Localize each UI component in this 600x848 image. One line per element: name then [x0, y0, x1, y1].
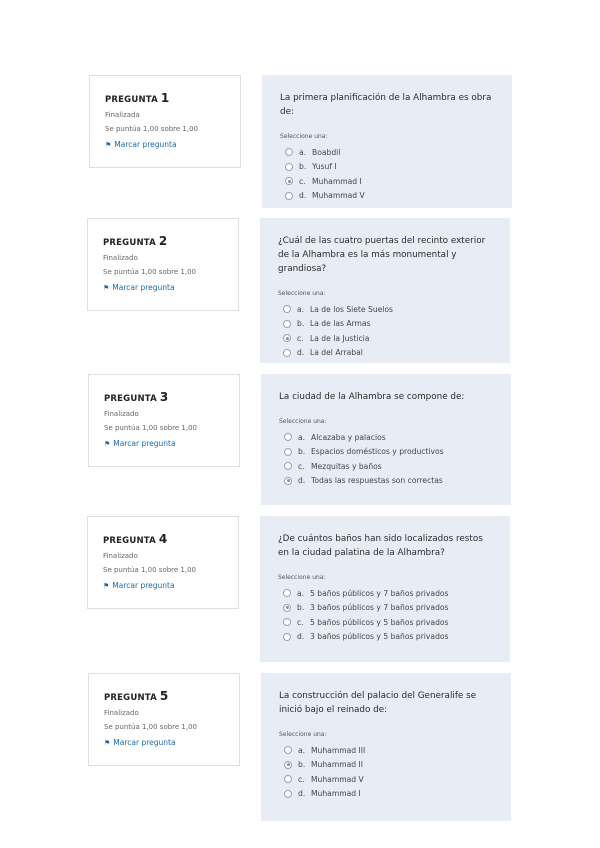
question-content: [261, 673, 511, 821]
question-number: 1: [160, 91, 170, 105]
answer-option[interactable]: [280, 160, 494, 175]
question-status: Finalizada: [105, 111, 140, 119]
answer-prompt: Seleccione una:: [278, 290, 326, 297]
question-text: ¿Cuál de las cuatro puertas del recinto exterior de la Alhambra es la más monumental y grandiosa?: [278, 236, 486, 274]
option-text: 3 baños públicos y 5 baños privados: [310, 632, 449, 642]
radio-button[interactable]: [283, 334, 291, 342]
answer-option[interactable]: [278, 346, 492, 361]
radio-button[interactable]: [284, 746, 292, 754]
answer-option[interactable]: [278, 331, 492, 346]
option-text: Todas las respuestas son correctas: [311, 476, 443, 486]
question-content: [261, 374, 511, 505]
option-letter: a.: [299, 147, 307, 157]
option-text: Muhammad III: [311, 745, 366, 755]
question-score: Se puntúa 1,00 sobre 1,00: [105, 125, 199, 133]
question-text: La construcción del palacio del Generalife se inició bajo el reinado de:: [279, 691, 477, 715]
answer-option[interactable]: [279, 445, 493, 460]
flag-icon: ⚑: [105, 141, 112, 149]
option-letter: a.: [297, 588, 305, 598]
radio-button[interactable]: [285, 192, 293, 200]
answer-option[interactable]: [279, 772, 493, 787]
option-text: La de las Armas: [310, 319, 371, 329]
option-text: La de los Siete Suelos: [310, 304, 394, 314]
flag-icon: ⚑: [104, 739, 111, 747]
answer-prompt: Seleccione una:: [279, 731, 327, 738]
question-status: Finalizado: [104, 709, 139, 717]
option-text: Muhammad I: [311, 789, 361, 799]
question-info-panel: [87, 516, 239, 609]
question-text: La primera planificación de la Alhambra es obra de:: [280, 93, 492, 117]
question-title: PREGUNTA 2: [103, 234, 168, 248]
flag-icon: ⚑: [103, 284, 110, 292]
option-letter: c.: [298, 774, 305, 784]
option-text: La de la Justicia: [310, 333, 370, 343]
flag-question-link[interactable]: ⚑ Marcar pregunta: [104, 439, 176, 448]
answer-option[interactable]: [280, 145, 494, 160]
option-text: La del Arrabal: [310, 348, 363, 358]
option-letter: d.: [298, 476, 306, 486]
answer-option[interactable]: [279, 758, 493, 773]
option-text: Espacios domésticos y productivos: [311, 447, 444, 457]
radio-button[interactable]: [283, 604, 291, 612]
question-info-panel: [88, 374, 240, 467]
option-letter: a.: [297, 304, 305, 314]
radio-button[interactable]: [283, 305, 291, 313]
option-text: Muhammad V: [311, 774, 364, 784]
question-text: ¿De cuántos baños han sido localizados restos en la ciudad palatina de la Alhambra?: [278, 534, 483, 558]
option-text: Muhammad I: [312, 176, 362, 186]
flag-question-link[interactable]: ⚑ Marcar pregunta: [105, 140, 177, 149]
question-info-panel: [89, 75, 241, 168]
answer-option[interactable]: [279, 743, 493, 758]
answer-option[interactable]: [280, 174, 494, 189]
question-status: Finalizado: [104, 410, 139, 418]
radio-button[interactable]: [283, 633, 291, 641]
option-text: Alcazaba y palacios: [311, 432, 386, 442]
question-score: Se puntúa 1,00 sobre 1,00: [104, 723, 198, 731]
question-title: PREGUNTA 3: [104, 390, 169, 404]
option-text: Boabdil: [312, 147, 341, 157]
question-number: 4: [158, 532, 168, 546]
question-score: Se puntúa 1,00 sobre 1,00: [103, 566, 197, 574]
answer-prompt: Seleccione una:: [279, 418, 327, 425]
radio-button[interactable]: [284, 790, 292, 798]
option-text: Yusuf I: [312, 162, 337, 172]
question-status: Finalizado: [103, 254, 138, 262]
flag-question-link[interactable]: ⚑ Marcar pregunta: [103, 581, 175, 590]
radio-button[interactable]: [284, 433, 292, 441]
option-text: 5 baños públicos y 5 baños privados: [310, 617, 449, 627]
option-text: Muhammad V: [312, 191, 365, 201]
answer-option[interactable]: [279, 459, 493, 474]
flag-question-link[interactable]: ⚑ Marcar pregunta: [104, 738, 176, 747]
question-content: [260, 218, 510, 363]
option-letter: d.: [297, 348, 305, 358]
answer-option[interactable]: [278, 317, 492, 332]
answer-option[interactable]: [279, 474, 493, 489]
question-score: Se puntúa 1,00 sobre 1,00: [103, 268, 197, 276]
radio-button[interactable]: [285, 177, 293, 185]
radio-button[interactable]: [283, 349, 291, 357]
answer-option[interactable]: [278, 586, 492, 601]
answer-option[interactable]: [278, 601, 492, 616]
question-title: PREGUNTA 1: [105, 91, 170, 105]
flag-icon: ⚑: [103, 582, 110, 590]
radio-button[interactable]: [284, 477, 292, 485]
option-letter: b.: [297, 319, 305, 329]
option-letter: b.: [299, 162, 307, 172]
answer-option[interactable]: [279, 787, 493, 802]
option-letter: a.: [298, 432, 306, 442]
option-text: Mezquitas y baños: [311, 461, 382, 471]
option-letter: c.: [297, 617, 304, 627]
question-number: 2: [158, 234, 168, 248]
option-letter: b.: [297, 603, 305, 613]
answer-option[interactable]: [279, 430, 493, 445]
radio-button[interactable]: [283, 589, 291, 597]
option-text: 5 baños públicos y 7 baños privados: [310, 588, 449, 598]
option-letter: c.: [297, 333, 304, 343]
answer-option[interactable]: [280, 189, 494, 204]
radio-button[interactable]: [283, 320, 291, 328]
radio-button[interactable]: [285, 148, 293, 156]
answer-option[interactable]: [278, 630, 492, 645]
answer-option[interactable]: [278, 615, 492, 630]
radio-button[interactable]: [284, 761, 292, 769]
radio-button[interactable]: [283, 618, 291, 626]
question-info-panel: [87, 218, 239, 311]
question-text: La ciudad de la Alhambra se compone de:: [279, 392, 465, 402]
option-letter: b.: [298, 447, 306, 457]
question-title: PREGUNTA 4: [103, 532, 168, 546]
question-number: 5: [159, 689, 169, 703]
option-letter: b.: [298, 760, 306, 770]
question-content: [260, 516, 510, 662]
option-text: Muhammad II: [311, 760, 363, 770]
option-letter: c.: [298, 461, 305, 471]
question-content: [262, 75, 512, 208]
flag-question-link[interactable]: ⚑ Marcar pregunta: [103, 283, 175, 292]
radio-button[interactable]: [284, 448, 292, 456]
option-letter: a.: [298, 745, 306, 755]
answer-prompt: Seleccione una:: [278, 574, 326, 581]
answer-prompt: Seleccione una:: [280, 133, 328, 140]
question-score: Se puntúa 1,00 sobre 1,00: [104, 424, 198, 432]
option-letter: d.: [297, 632, 305, 642]
flag-icon: ⚑: [104, 440, 111, 448]
option-text: 3 baños públicos y 7 baños privados: [310, 603, 449, 613]
question-title: PREGUNTA 5: [104, 689, 169, 703]
radio-button[interactable]: [285, 163, 293, 171]
question-number: 3: [159, 390, 169, 404]
answer-option[interactable]: [278, 302, 492, 317]
question-info-panel: [88, 673, 240, 766]
option-letter: d.: [298, 789, 306, 799]
question-status: Finalizado: [103, 552, 138, 560]
option-letter: c.: [299, 176, 306, 186]
radio-button[interactable]: [284, 462, 292, 470]
radio-button[interactable]: [284, 775, 292, 783]
option-letter: d.: [299, 191, 307, 201]
